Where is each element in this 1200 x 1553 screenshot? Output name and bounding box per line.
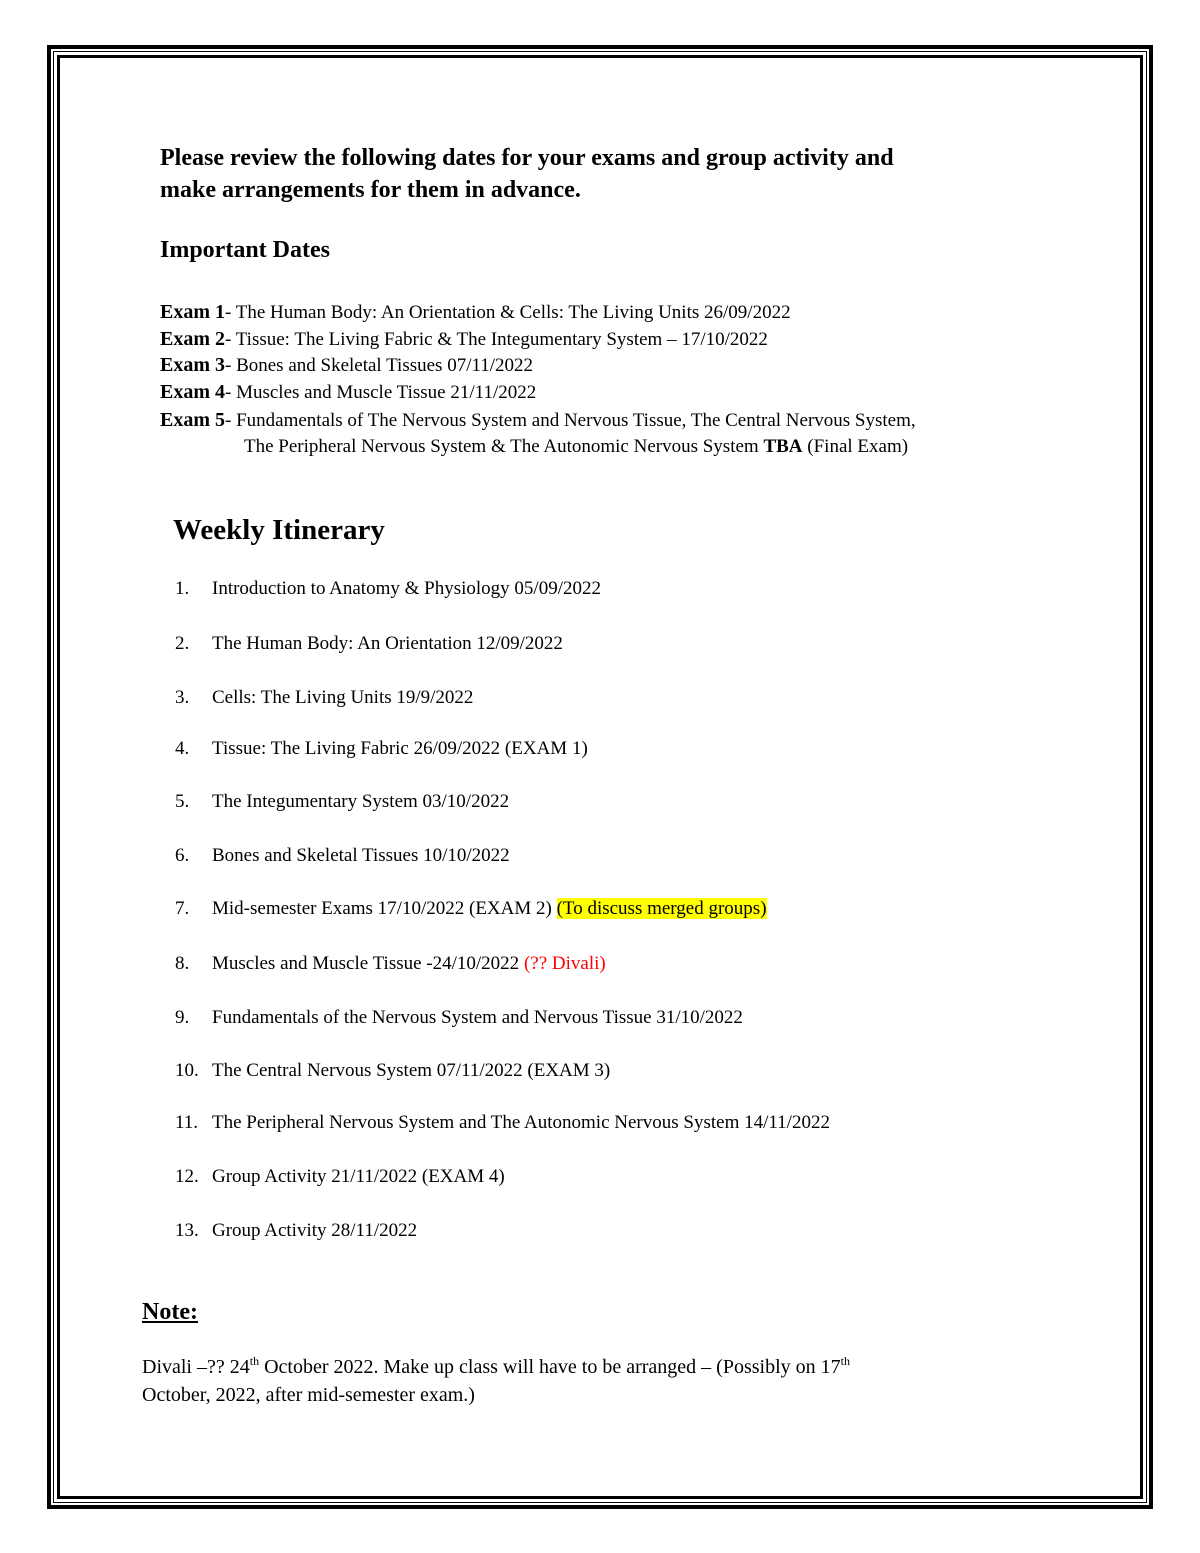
item-text: Group Activity 21/11/2022 (EXAM 4) — [212, 1166, 505, 1187]
exam-1-line — [160, 301, 791, 324]
weekly-itinerary-heading: Weekly Itinerary — [173, 514, 385, 546]
itinerary-item — [175, 845, 510, 867]
itinerary-item — [175, 953, 606, 975]
note-superscript: th — [249, 1354, 260, 1368]
exam-label: Exam 3 — [160, 354, 225, 376]
item-text: Bones and Skeletal Tissues 10/10/2022 — [212, 845, 510, 866]
itinerary-item — [175, 791, 509, 813]
itinerary-item — [175, 738, 588, 760]
itinerary-item — [175, 1112, 830, 1134]
intro-line-1: Please review the following dates for your exams and group activity and — [160, 145, 894, 171]
item-text: The Central Nervous System 07/11/2022 (EXAM 3) — [212, 1060, 611, 1081]
exam-label: Exam 4 — [160, 381, 225, 403]
exam-5-cont-text: The Peripheral Nervous System & The Autonomic Nervous System — [244, 436, 764, 457]
item-text: Muscles and Muscle Tissue -24/10/2022 — [212, 953, 524, 974]
itinerary-item — [175, 1007, 743, 1029]
item-number: 10. — [175, 1060, 199, 1081]
item-text: Mid-semester Exams 17/10/2022 (EXAM 2) — [212, 898, 557, 919]
itinerary-item — [175, 1166, 505, 1188]
exam-text: - The Human Body: An Orientation & Cells: The Living Units 26/09/2022 — [225, 302, 791, 323]
divali-warning: (?? Divali) — [523, 953, 606, 974]
exam-text: - Fundamentals of The Nervous System and Nervous Tissue, The Central Nervous System, — [225, 410, 916, 431]
exam-4-line — [160, 381, 536, 404]
exam-label: Exam 5 — [160, 409, 225, 431]
item-text: Cells: The Living Units 19/9/2022 — [212, 687, 474, 708]
item-text: Fundamentals of the Nervous System and Nervous Tissue 31/10/2022 — [212, 1007, 743, 1028]
exam-text: - Muscles and Muscle Tissue 21/11/2022 — [225, 382, 537, 403]
exam-3-line — [160, 354, 533, 377]
exam-2-line — [160, 328, 768, 351]
intro-paragraph — [160, 142, 894, 206]
item-number: 2. — [175, 633, 190, 654]
note-heading: Note: — [142, 1299, 198, 1325]
exam-label: Exam 1 — [160, 301, 225, 323]
item-text: Tissue: The Living Fabric 26/09/2022 (EXAM 1) — [212, 738, 588, 759]
note-text-a: Divali –?? 24 — [142, 1356, 250, 1378]
itinerary-item — [175, 578, 601, 600]
note-line-2: October, 2022, after mid-semester exam.) — [142, 1384, 475, 1406]
item-number: 4. — [175, 738, 190, 759]
exam-text: - Bones and Skeletal Tissues 07/11/2022 — [225, 355, 534, 376]
itinerary-item — [175, 633, 563, 655]
item-number: 9. — [175, 1007, 190, 1028]
item-number: 12. — [175, 1166, 199, 1187]
item-number: 11. — [175, 1112, 199, 1133]
note-superscript: th — [840, 1354, 850, 1368]
item-text: The Integumentary System 03/10/2022 — [212, 791, 510, 812]
itinerary-item — [175, 1060, 610, 1082]
item-number: 3. — [175, 687, 190, 708]
exam-5-continuation — [244, 436, 908, 458]
highlighted-note: (To discuss merged groups) — [556, 898, 767, 919]
item-text: The Human Body: An Orientation 12/09/2022 — [212, 633, 563, 654]
item-text: The Peripheral Nervous System and The Autonomic Nervous System 14/11/2022 — [212, 1112, 830, 1133]
exam-text: - Tissue: The Living Fabric & The Integumentary System – 17/10/2022 — [225, 329, 768, 350]
item-number: 7. — [175, 898, 190, 919]
exam-5-line — [160, 409, 916, 432]
itinerary-item — [175, 687, 473, 709]
note-text-b: October 2022. Make up class will have to be arranged – (Possibly on 17 — [259, 1356, 841, 1378]
note-line-1 — [142, 1356, 850, 1379]
exam-5-final-exam: (Final Exam) — [802, 436, 909, 457]
page-border-inner — [57, 55, 1143, 1499]
item-number: 8. — [175, 953, 190, 974]
item-text: Introduction to Anatomy & Physiology 05/09/2022 — [212, 578, 601, 599]
exam-label: Exam 2 — [160, 328, 225, 350]
item-number: 1. — [175, 578, 190, 599]
item-number: 5. — [175, 791, 190, 812]
itinerary-item — [175, 898, 767, 920]
item-text: Group Activity 28/11/2022 — [212, 1220, 418, 1241]
intro-line-2: make arrangements for them in advance. — [160, 177, 581, 203]
exam-5-tba: TBA — [763, 436, 803, 457]
important-dates-heading: Important Dates — [160, 237, 330, 263]
item-number: 13. — [175, 1220, 199, 1241]
item-number: 6. — [175, 845, 190, 866]
itinerary-item — [175, 1220, 417, 1242]
